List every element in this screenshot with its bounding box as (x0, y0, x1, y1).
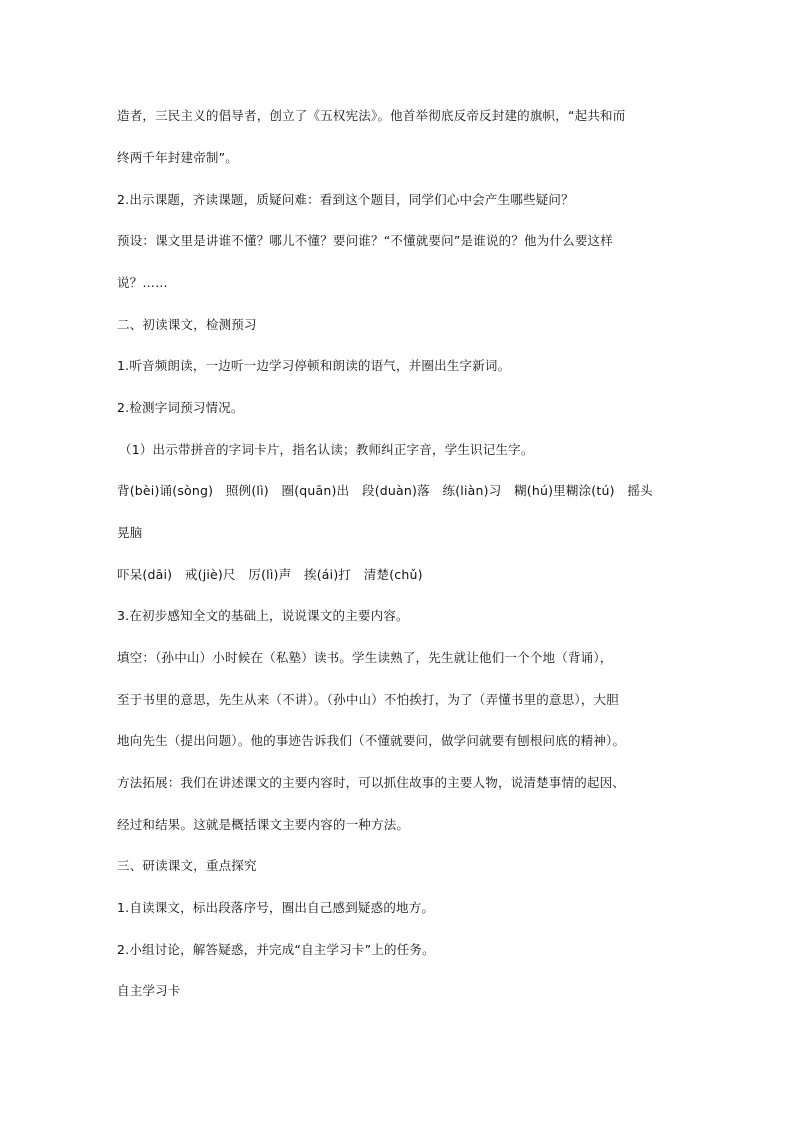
pinyin-line-2: 晃脑 (117, 525, 143, 540)
text-line-5: 说？…… (117, 275, 168, 290)
text-line-1: 造者，三民主义的倡导者，创立了《五权宪法》。他首举彻底反帝反封建的旗帜，“起共和而 (117, 108, 626, 123)
text-line-2: 终两千年封建帝制”。 (117, 150, 238, 165)
text-line-18: 经过和结果。这就是概括课文主要内容的一种方法。 (117, 817, 410, 832)
text-line-9: （1）出示带拼音的字词卡片，指名认读；教师纠正字音，学生识记生字。 (119, 442, 534, 457)
pinyin-line-3: 吓呆(dāi) 戒(jiè)尺 厉(lì)声 挨(ái)打 清楚(chǔ) (117, 567, 423, 582)
text-line-4: 预设：课文里是讲谁不懂？哪儿不懂？要问谁？“不懂就要问”是谁说的？他为什么要这样 (117, 233, 613, 248)
section-heading-2: 二、初读课文，检测预习 (117, 317, 257, 332)
section-heading-3: 三、研读课文，重点探究 (117, 858, 257, 873)
text-line-21: 2.小组讨论，解答疑惑，并完成“自主学习卡”上的任务。 (117, 942, 435, 957)
pinyin-line-1: 背(bèi)诵(sòng) 照例(lì) 圈(quān)出 段(duàn)落 练(liàn)习 糊(hú)里糊涂(tú) 摇头 (117, 483, 653, 498)
text-line-22: 自主学习卡 (117, 983, 181, 998)
text-line-7: 1.听音频朗读，一边听一边学习停顿和朗读的语气，并圈出生字新词。 (117, 358, 511, 373)
text-line-14: 填空：（孙中山）小时候在（私塾）读书。学生读熟了，先生就让他们一个个地（背诵）， (117, 650, 613, 665)
text-line-13: 3.在初步感知全文的基础上，说说课文的主要内容。 (117, 608, 409, 623)
text-line-16: 地向先生（提出问题）。他的事迹告诉我们（不懂就要问，做学问就要有刨根问底的精神）。 (117, 733, 626, 748)
text-line-8: 2.检测字词预习情况。 (117, 400, 244, 415)
text-line-3: 2.出示课题，齐读课题，质疑问难：看到这个题目，同学们心中会产生哪些疑问？ (117, 192, 574, 207)
text-line-17: 方法拓展：我们在讲述课文的主要内容时，可以抓住故事的主要人物，说清楚事情的起因、 (117, 775, 626, 790)
text-line-15: 至于书里的意思，先生从来（不讲）。（孙中山）不怕挨打，为了（弄懂书里的意思），大胆 (117, 692, 619, 707)
text-line-20: 1.自读课文，标出段落序号，圈出自己感到疑惑的地方。 (117, 900, 435, 915)
